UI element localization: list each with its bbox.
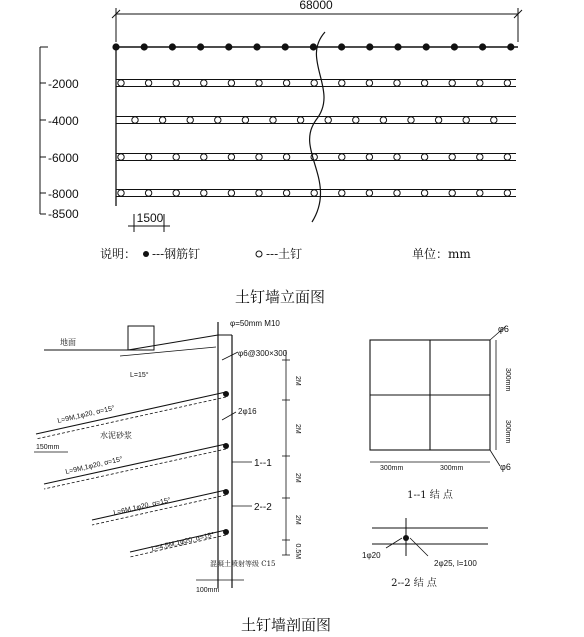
soil-nail-circle [311, 80, 317, 86]
steel-nail-dot [310, 43, 317, 50]
soil-nail-circle [311, 190, 317, 196]
steel-nail-dot [394, 43, 401, 50]
spacing-label: 1500 [136, 211, 164, 225]
detail1-bar-top: φ6 [498, 324, 509, 334]
unit-label: 单位：mm [412, 247, 471, 261]
soil-nail-bar [44, 444, 226, 484]
soil-nail-circle [118, 190, 124, 196]
nail-spec-label: L=6M,1φ20, α=15° [112, 496, 172, 517]
legend-steel-nail: ---钢筋钉 [152, 247, 201, 261]
nail-spec-label: L=9M,1φ20, α=15° [56, 404, 116, 425]
soil-nail-circle [283, 154, 289, 160]
steel-nail-legend-icon [143, 251, 149, 257]
ground-label: 地面 [60, 338, 76, 347]
soil-nail-circle [270, 117, 276, 123]
steel-nail-dot [253, 43, 260, 50]
detail2-bar-left: 1φ20 [362, 551, 381, 560]
soil-nail-circle [394, 80, 400, 86]
detail2-left-leader [386, 538, 402, 548]
soil-nail-circle [145, 80, 151, 86]
section-view [34, 319, 331, 634]
detail2-caption: 2--2 结 点 [391, 578, 437, 589]
soil-nail-circle [339, 80, 345, 86]
nail-head-dot [223, 529, 229, 535]
soil-nail-circle [449, 154, 455, 160]
bar-callout-leader [222, 412, 236, 420]
steel-nail-dot [282, 43, 289, 50]
soil-nail-circle [394, 154, 400, 160]
detail1-dim-v-2: 300mm [504, 420, 511, 444]
soil-nail-circle [118, 80, 124, 86]
soil-nail-circle [256, 190, 262, 196]
soil-nail-circle [201, 154, 207, 160]
steel-nail-dot [479, 43, 486, 50]
soil-nail-circle [228, 154, 234, 160]
soil-nail-circle [187, 117, 193, 123]
nail-spec-label: L=4.5M,1φ20, α=15° [150, 531, 216, 553]
steel-nail-dot [507, 43, 514, 50]
detail1-caption: 1--1 结 点 [407, 490, 453, 501]
steel-nail-dot [112, 43, 119, 50]
depth-label-6000: -6000 [48, 151, 79, 165]
soil-nail-legend-icon [256, 251, 262, 257]
soil-nail-circle [421, 154, 427, 160]
offset-label: 150mm [36, 444, 60, 451]
soil-nail-circle [366, 80, 372, 86]
facing-note: 混凝土喷射等级 C15 [210, 560, 276, 568]
soil-nail-circle [145, 190, 151, 196]
legend-prefix: 说明： [100, 247, 137, 261]
soil-nail-circle [435, 117, 441, 123]
legend-soil-nail: ---土钉 [266, 247, 303, 261]
depth-label-4000: -4000 [48, 114, 79, 128]
soil-nail-circle [159, 117, 165, 123]
detail1-dim-h-1: 300mm [380, 465, 404, 472]
depth-label-8000: -8000 [48, 187, 79, 201]
steel-nail-dot [225, 43, 232, 50]
section-title: 土钉墙剖面图 [240, 616, 332, 634]
soil-nail-circle [201, 80, 207, 86]
base-width-label: 100mm [196, 587, 220, 594]
row-spacing-label: 2M [294, 376, 301, 386]
depth-label-8500: -8500 [48, 207, 79, 221]
nail-head-dot [223, 443, 229, 449]
soil-nail-circle [408, 117, 414, 123]
soil-nail-circle [477, 154, 483, 160]
steel-nail-dot [366, 43, 373, 50]
soil-nail-circle [132, 117, 138, 123]
soil-nail-circle [504, 190, 510, 196]
depth-label-2000: -2000 [48, 77, 79, 91]
soil-nail-circle [283, 80, 289, 86]
soil-nail-circle [256, 80, 262, 86]
row-spacing-label: 2M [294, 424, 301, 434]
soil-nail-circle [297, 117, 303, 123]
slope-label: L=15° [130, 372, 149, 379]
soil-nail-circle [215, 117, 221, 123]
detail1-bottom-leader [490, 450, 500, 466]
soil-nail-circle [491, 117, 497, 123]
steel-nail-dot [197, 43, 204, 50]
detail-1-1 [370, 324, 511, 501]
soil-nail-circle [145, 154, 151, 160]
soil-nail-circle [380, 117, 386, 123]
soil-nail-circle [394, 190, 400, 196]
soil-nail-circle [339, 154, 345, 160]
soil-nail-circle [421, 190, 427, 196]
steel-nail-row [112, 43, 514, 50]
steel-nail-dot [451, 43, 458, 50]
row-spacing-dims [282, 360, 301, 559]
soil-nail-rows [116, 80, 516, 197]
soil-nail-circle [173, 190, 179, 196]
soil-nail-circle [173, 80, 179, 86]
top-anchor [120, 347, 216, 356]
detail1-bar-bottom: φ6 [500, 462, 511, 472]
soil-nail-circle [504, 80, 510, 86]
steel-nail-dot [169, 43, 176, 50]
elevation-title: 土钉墙立面图 [234, 288, 326, 306]
grout-label: 水泥砂浆 [100, 431, 132, 440]
detail2-right-leader [410, 538, 428, 556]
soil-nail-circle [421, 80, 427, 86]
soil-nail-circle [449, 80, 455, 86]
soil-nail-circle [366, 190, 372, 196]
section-marker-1: 1--1 [254, 458, 272, 469]
soil-nail-circle [504, 154, 510, 160]
soil-nail-circle [449, 190, 455, 196]
soil-nail-circle [366, 154, 372, 160]
detail1-dim-v-1: 300mm [504, 368, 511, 392]
row-spacing-label: 2M [294, 515, 301, 525]
soil-nail-circle [256, 154, 262, 160]
soil-nail-circle [201, 190, 207, 196]
steel-nail-dot [423, 43, 430, 50]
soil-nail-circle [228, 190, 234, 196]
section-marker-2: 2--2 [254, 502, 272, 513]
soil-nail-circle [339, 190, 345, 196]
detail1-dim-h-2: 300mm [440, 465, 464, 472]
elevation-view [40, 0, 522, 306]
soil-nail-circle [283, 190, 289, 196]
mesh-callout-leader [222, 352, 238, 360]
detail2-bar-right: 2φ25, l=100 [434, 559, 477, 568]
row-spacing-label: 2M [294, 473, 301, 483]
total-length-label: 68000 [299, 0, 333, 12]
mesh-spec-label: φ6@300×300 [238, 349, 288, 358]
soil-nail-circle [325, 117, 331, 123]
soil-nail-circle [173, 154, 179, 160]
soil-nail-circle [477, 80, 483, 86]
soil-nail-circle [477, 190, 483, 196]
steel-nail-dot [338, 43, 345, 50]
soil-nails [36, 391, 229, 557]
soil-nail-bar [36, 392, 226, 434]
row-spacing-label: 0.5M [294, 543, 301, 560]
detail-2-2 [362, 518, 488, 589]
detail2-node-icon [403, 535, 409, 541]
nail-head-dot [223, 489, 229, 495]
soil-nail-circle [242, 117, 248, 123]
soil-nail-circle [353, 117, 359, 123]
nail-head-dot [223, 391, 229, 397]
steel-nail-dot [141, 43, 148, 50]
soil-nail-circle [228, 80, 234, 86]
bar-spec-label: 2φ16 [238, 407, 257, 416]
soil-nail-circle [118, 154, 124, 160]
nail-spec-label: L=9M,1φ20, α=15° [64, 455, 124, 476]
soil-nail-circle [463, 117, 469, 123]
top-note: φ=50mm M10 [230, 319, 280, 328]
